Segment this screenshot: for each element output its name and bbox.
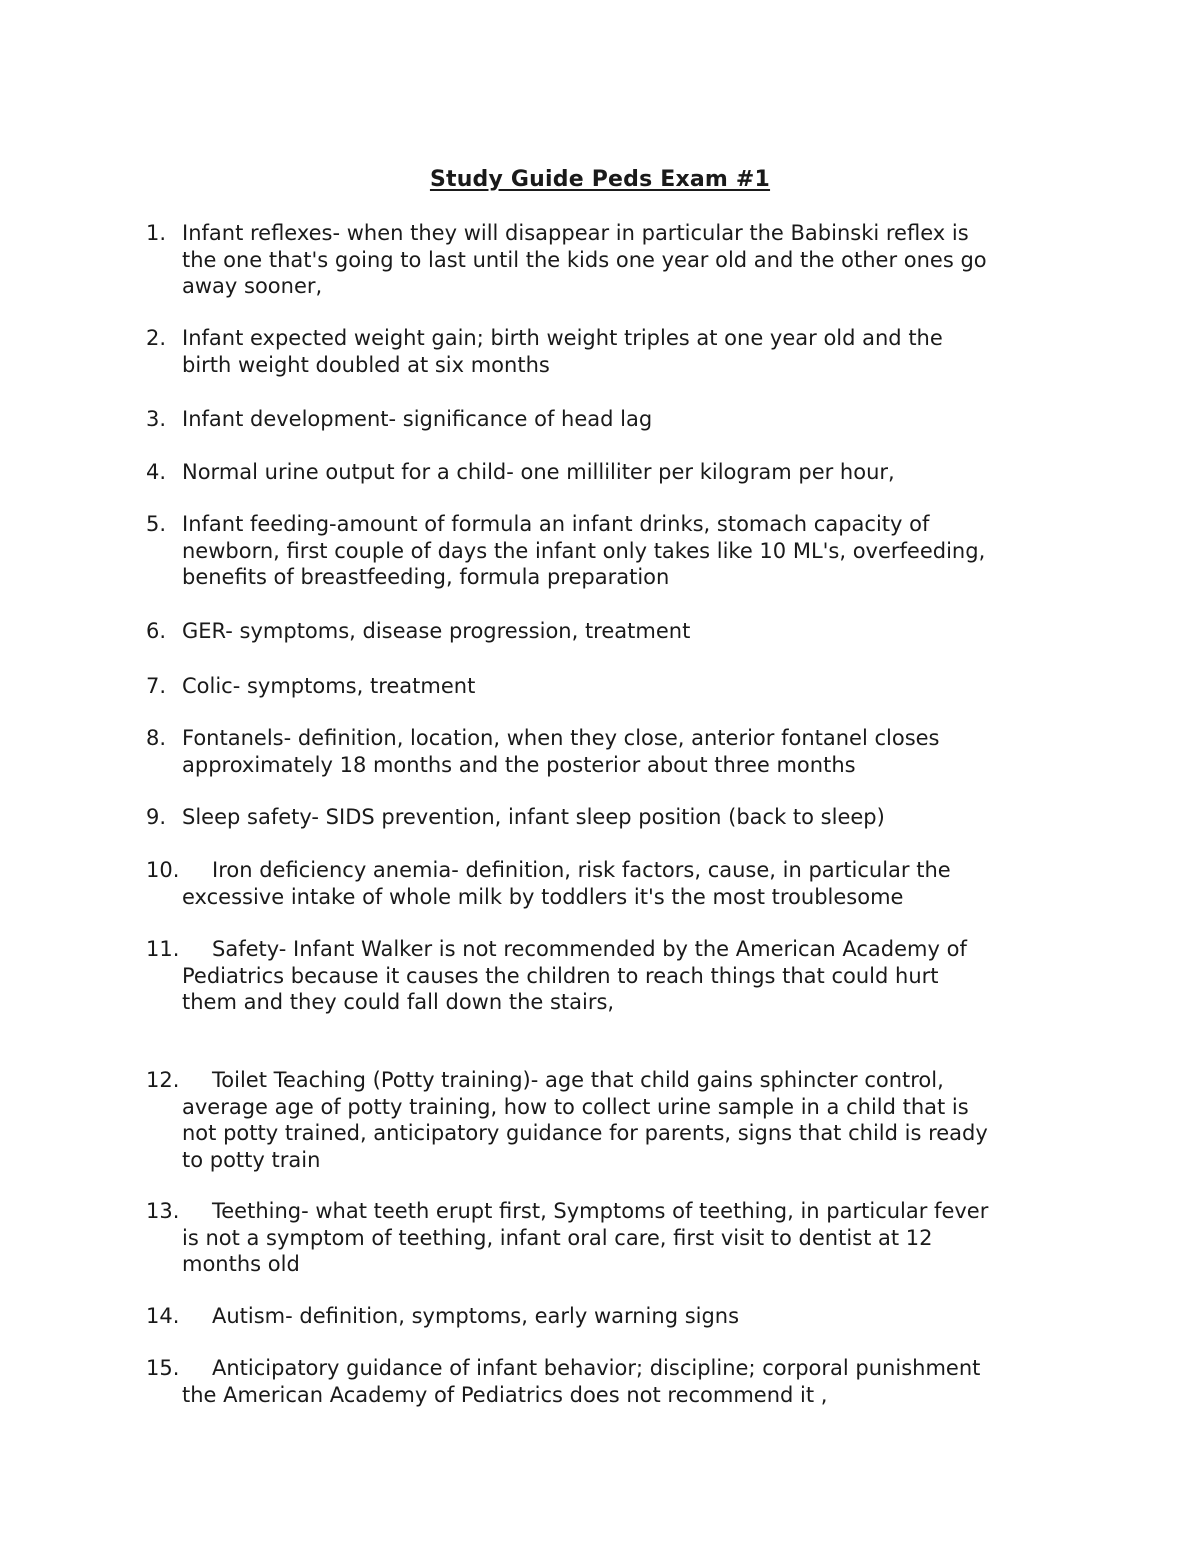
item-line: benefits of breastfeeding, formula preparation [182, 565, 670, 589]
item-text [146, 459, 1066, 486]
item-line: Infant development- significance of head lag [182, 407, 653, 431]
item-line: away sooner, [182, 274, 323, 298]
item-line: the American Academy of Pediatrics does not recommend it , [182, 1382, 828, 1407]
list-item [146, 1303, 1066, 1330]
item-line: Autism- definition, symptoms, early warning signs [212, 1304, 740, 1328]
item-line: Sleep safety- SIDS prevention, infant sleep position (back to sleep) [182, 805, 885, 829]
list-item [146, 1198, 1066, 1278]
item-text [146, 511, 1066, 591]
item-line: them and they could fall down the stairs, [182, 990, 615, 1014]
item-text [146, 936, 1066, 1016]
item-line: Iron deficiency anemia- definition, risk factors, cause, in particular the [212, 858, 951, 882]
item-text [146, 1198, 1066, 1278]
list-item [146, 673, 1066, 700]
item-text [146, 804, 1066, 831]
item-number: 1. [146, 221, 167, 245]
item-line: Anticipatory guidance of infant behavior; discipline; corporal punishment [212, 1356, 981, 1380]
list-item [146, 725, 1066, 778]
list-item [146, 1355, 1066, 1408]
item-number: 15. [146, 1356, 180, 1380]
list-item [146, 857, 1066, 910]
list-item [146, 936, 1066, 1016]
item-line: Infant feeding-amount of formula an infant drinks, stomach capacity of [182, 512, 930, 536]
item-number: 2. [146, 326, 167, 350]
item-number: 4. [146, 460, 167, 484]
list-item [146, 618, 1066, 645]
item-line: excessive intake of whole milk by toddlers it's the most troublesome [182, 884, 904, 909]
list-item [146, 406, 1066, 433]
item-line: Infant expected weight gain; birth weight triples at one year old and the [182, 326, 943, 350]
item-number: 14. [146, 1304, 180, 1328]
item-text [146, 1067, 1066, 1173]
item-line: Colic- symptoms, treatment [182, 674, 476, 698]
item-number: 10. [146, 858, 180, 882]
item-line: Fontanels- definition, location, when they close, anterior fontanel closes [182, 726, 940, 750]
item-line: average age of potty training, how to collect urine sample in a child that is [182, 1094, 969, 1119]
item-number: 5. [146, 512, 167, 536]
item-line: Safety- Infant Walker is not recommended by the American Academy of [212, 937, 967, 961]
item-number: 12. [146, 1068, 180, 1092]
list-item [146, 804, 1066, 831]
list-item [146, 220, 1066, 300]
item-text [146, 725, 1066, 778]
item-text [146, 857, 1066, 910]
item-line: birth weight doubled at six months [182, 352, 550, 377]
item-text [146, 220, 1066, 300]
item-number: 13. [146, 1199, 180, 1223]
item-number: 3. [146, 407, 167, 431]
item-line: not potty trained, anticipatory guidance for parents, signs that child is ready [182, 1121, 988, 1145]
item-text [146, 325, 1066, 378]
item-line: newborn, first couple of days the infant only takes like 10 ML's, overfeeding, [182, 538, 986, 563]
item-line: the one that's going to last until the kids one year old and the other ones go [182, 247, 987, 272]
item-number: 6. [146, 619, 167, 643]
item-line: to potty train [182, 1147, 321, 1172]
item-number: 7. [146, 674, 167, 698]
item-text [146, 1355, 1066, 1408]
list-item [146, 325, 1066, 378]
item-line: months old [182, 1252, 300, 1276]
item-line: Normal urine output for a child- one milliliter per kilogram per hour, [182, 460, 895, 484]
item-line: Pediatrics because it causes the children to reach things that could hurt [182, 963, 939, 988]
item-line: is not a symptom of teething, infant oral care, first visit to dentist at 12 [182, 1225, 933, 1250]
item-line: Toilet Teaching (Potty training)- age that child gains sphincter control, [212, 1068, 944, 1092]
list-item [146, 1067, 1066, 1173]
item-text [146, 1303, 1066, 1330]
item-line: Teething- what teeth erupt first, Symptoms of teething, in particular fever [212, 1199, 989, 1223]
item-line: approximately 18 months and the posterior about three months [182, 752, 856, 777]
list-item [146, 459, 1066, 486]
item-text [146, 406, 1066, 433]
item-text [146, 618, 1066, 645]
item-number: 9. [146, 805, 167, 829]
item-number: 8. [146, 726, 167, 750]
item-text [146, 673, 1066, 700]
list-item [146, 511, 1066, 591]
document-title: Study Guide Peds Exam #1 [429, 167, 771, 192]
item-line: GER- symptoms, disease progression, treatment [182, 619, 691, 643]
item-line: Infant reflexes- when they will disappear in particular the Babinski reflex is [182, 221, 969, 245]
item-number: 11. [146, 937, 180, 961]
